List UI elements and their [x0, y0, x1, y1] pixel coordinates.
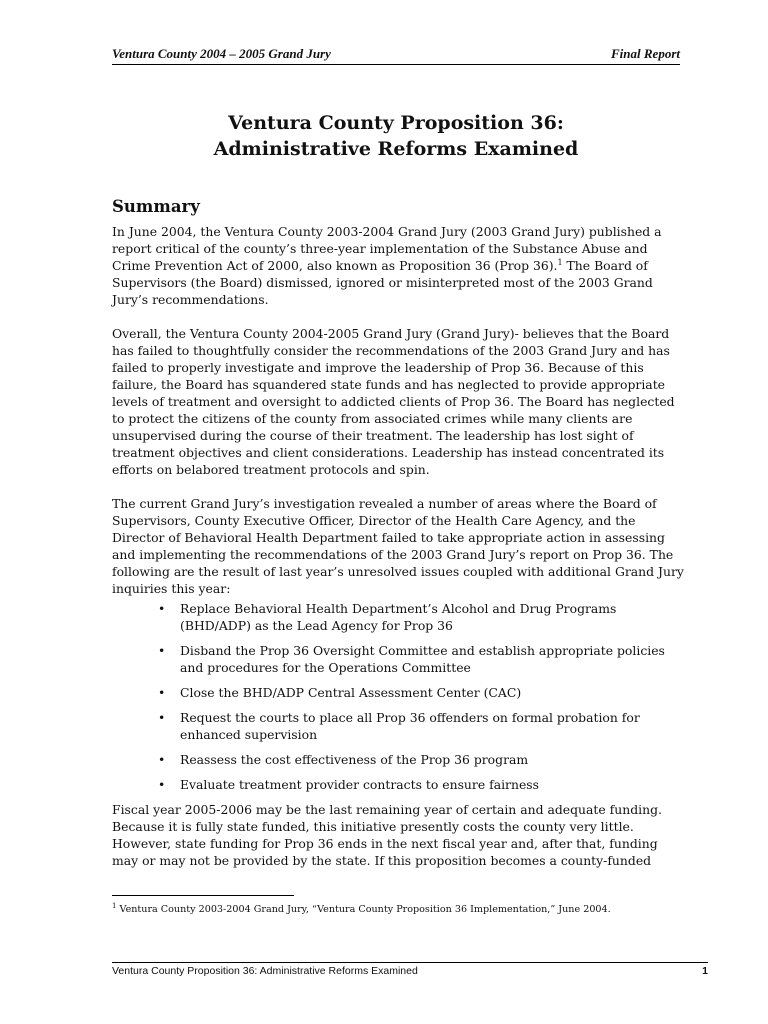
- list-item-text: Request the courts to place all Prop 36 offenders on formal probation for enhanced supervision: [180, 710, 640, 742]
- footnote-divider: [112, 895, 294, 896]
- list-item-text: Replace Behavioral Health Department’s Alcohol and Drug Programs (BHD/ADP) as the Lead Agency for Prop 36: [180, 601, 617, 633]
- list-item: [158, 776, 684, 793]
- bullet-icon: •: [158, 777, 166, 792]
- header-left: Ventura County 2004 – 2005 Grand Jury: [112, 46, 331, 61]
- bullet-icon: •: [158, 685, 166, 700]
- title-line-2: Administrative Reforms Examined: [213, 138, 579, 160]
- footnote-text: Ventura County 2003-2004 Grand Jury, “Ventura County Proposition 36 Implementation,” June 2004.: [116, 904, 611, 915]
- list-item: [158, 600, 684, 634]
- list-item: [158, 642, 684, 676]
- running-header: [112, 46, 680, 65]
- list-item-text: Reassess the cost effectiveness of the Prop 36 program: [180, 752, 529, 767]
- bullet-icon: •: [158, 752, 166, 767]
- footer-title: Ventura County Proposition 36: Administrative Reforms Examined: [112, 965, 418, 977]
- recommendation-list: [112, 600, 684, 793]
- paragraph-1-tail: The Board of Supervisors (the Board) dismissed, ignored or misinterpreted most of the 2003 Grand Jury’s recommendations.: [112, 258, 653, 307]
- bullet-icon: •: [158, 643, 166, 658]
- footnote: [112, 903, 684, 916]
- section-heading-summary: Summary: [112, 197, 200, 216]
- list-item-text: Disband the Prop 36 Oversight Committee and establish appropriate policies and procedures for the Operations Committee: [180, 643, 665, 675]
- list-item: [158, 709, 684, 743]
- footnote-number: 1: [112, 901, 117, 910]
- list-item-text: Close the BHD/ADP Central Assessment Center (CAC): [180, 685, 522, 700]
- list-item: [158, 751, 684, 768]
- bullet-icon: •: [158, 601, 166, 616]
- list-item-text: Evaluate treatment provider contracts to ensure fairness: [180, 777, 539, 792]
- header-right: Final Report: [611, 46, 680, 61]
- paragraph-3: The current Grand Jury’s investigation revealed a number of areas where the Board of Supervisors, County Executive Officer, Director of the Health Care Agency, and the Director of Behavioral Health Department failed to take appropriate action in assessing and implementing the recommendations of the 2003 Grand Jury’s report on Prop 36. The following are the result of last year’s unresolved issues coupled with additional Grand Jury inquiries this year:: [112, 496, 684, 596]
- footnote-ref-1: 1: [557, 257, 563, 267]
- paragraph-1-text: In June 2004, the Ventura County 2003-2004 Grand Jury (2003 Grand Jury) published a report critical of the county’s three-year implementation of the Substance Abuse and Crime Prevention Act of 2000, also known as Proposition 36 (Prop 36).: [112, 224, 662, 273]
- running-footer: [112, 962, 708, 977]
- bullet-icon: •: [158, 710, 166, 725]
- paragraph-4: Fiscal year 2005-2006 may be the last remaining year of certain and adequate funding. Because it is fully state funded, this initiative presently costs the county very little. However, state funding for Prop 36 ends in the next fiscal year and, after that, funding may or may not be provided by the state. If this proposition becomes a county-funded: [112, 802, 662, 868]
- paragraph-2: Overall, the Ventura County 2004-2005 Grand Jury (Grand Jury)- believes that the Board has failed to thoughtfully consider the recommendations of the 2003 Grand Jury and has failed to properly investigate and improve the leadership of Prop 36. Because of this failure, the Board has squandered state funds and has neglected to provide appropriate levels of treatment and oversight to addicted clients of Prop 36. The Board has neglected to protect the citizens of the county from associated crimes while many clients are unsupervised during the course of their treatment. The leadership has lost sight of treatment objectives and client considerations. Leadership has instead concentrated its efforts on belabored treatment protocols and spin.: [112, 326, 675, 477]
- title-line-1: Ventura County Proposition 36:: [228, 112, 564, 134]
- paragraph-1: [112, 223, 684, 308]
- main-content: [112, 196, 684, 869]
- document-title: [112, 110, 680, 162]
- page-number: 1: [702, 965, 708, 977]
- list-item: [158, 684, 684, 701]
